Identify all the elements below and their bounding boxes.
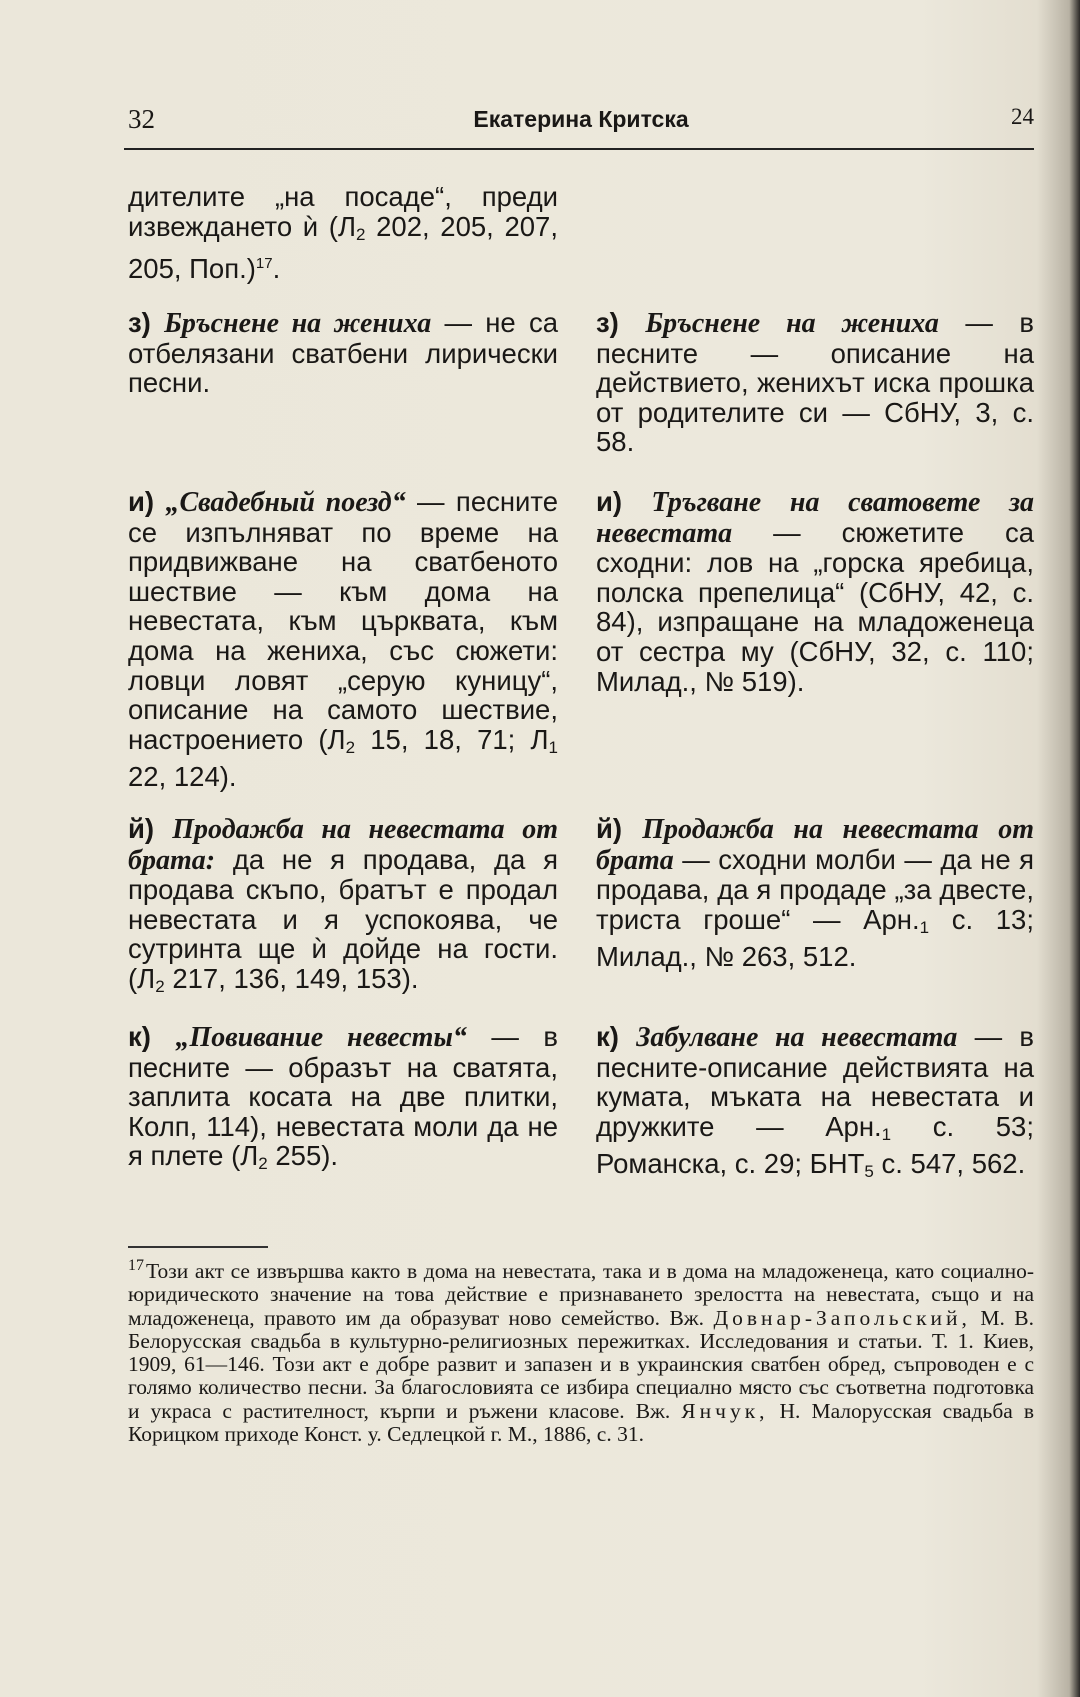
section-title: Продажба на невестата от брата: [128,814,559,876]
page-header [128,104,1034,140]
section-k-right: к) Забулване на невестата — в песните-описание действията на кумата, мъката на невестата и дружките — $Арн._1$ с. 53; Романска, с. 29; $БНТ_5$ с. 547, 562. [596,1021,1034,1182]
section-title: Бръснене на жениха [164,308,432,339]
author-name: Довнар-Запольский, [713,1305,971,1330]
section-i-right: и) Тръгване на сватовете за невестата — сюжетите са сходни: лов на „горска яребица, полска препелица“ (СбНУ, 42, с. 84), изпращане на младоженеца от сестра му (СбНУ, 32, с. 110; Милад., № 519). [596,486,1034,697]
header-rule [124,148,1034,150]
section-title: Продажба на невестата от брата [596,814,1035,876]
section-z-left: з) Бръснене на жениха — не са отбелязани сватбени лирически песни. [128,307,558,399]
section-title: Бръснене на жениха [645,308,939,339]
section-k-left: к) „Повивание невесты“ — в песните — образът на сватята, заплита косата на две плитки, Колп, 114), невестата моли да не я плете ($Л_2$ 255). [128,1021,559,1174]
right-margin-mark: 24 [1011,104,1034,129]
section-y-left: й) Продажба на невестата от брата: да не я продава, да я продава скъпо, братът е продал невестата и я успокоява, че сутринта ще ѝ дойде на гости. ($Л_2$ 217, 136, 149, 153). [128,813,559,996]
section-title: „Повивание невесты“ [175,1022,467,1053]
section-z-right: з) Бръснене на жениха — в песните — описание на действието, женихът иска прошка от родителите си — СбНУ, 3, с. 58. [596,307,1034,458]
footnote-mark: 17 [128,1257,144,1274]
section-i-left: и) „Свадебный поезд“ — песните се изпълняват по време на придвижване на сватбеното шествие — към дома на невестата, към църквата, към дома на жениха, със сюжети: ловци ловят „серую куницу“, описание на самото шествие, настроението ($Л_2$ 15, 18, 71; $Л_1$ 22, 124). [128,486,558,793]
author-name: Янчук, [681,1398,769,1423]
running-title: Екатерина Критска [473,106,689,132]
section-title: „Свадебный поезд“ [165,487,406,518]
footnote-reference[interactable]: 17 [255,255,273,273]
section-title: Тръгване на сватовете за невестата [596,487,1034,549]
footnote: $^{17}$Този акт се извършва както в дома на невестата, така и в дома на младоженеца, като социално-юридическото значение на това действие е признаването зрелостта на невестата, също и на младоженеца, правото им да образуват ново семейство. Вж. Довнар-Запольский, М. В. Белорусская свадьба в культурно-религиозных пережитках. Исследования и статьи. Т. 1. Киев, 1909, 61—146. Този акт е добре развит и запазен и в украинския сватбен обред, съпроводен е с голямо количество песни. За благословията се избира специално място със съответна подготовка и украса с растителност, кърпи и ръжени класове. Вж. Янчук, Н. Малорусская свадьба в Корицком приходе Конст. у. Седлецкой г. М., 1886, с. 31. [128,1257,1034,1447]
intro-paragraph: дителите „на посаде“, преди извеждането ѝ ($Л_2$ 202, 205, 207, 205, Поп.)$^{17}$. [128,181,558,285]
page-number: 32 [128,104,155,134]
footnote-rule [128,1246,268,1248]
section-y-right: й) Продажба на невестата от брата — сходни молби — да не я продава, да я продаде „за двесте, триста гроше“ — $Арн._1$ с. 13; Милад., № 263, 512. [596,813,1035,973]
section-title: Забулване на невестата [636,1022,958,1053]
